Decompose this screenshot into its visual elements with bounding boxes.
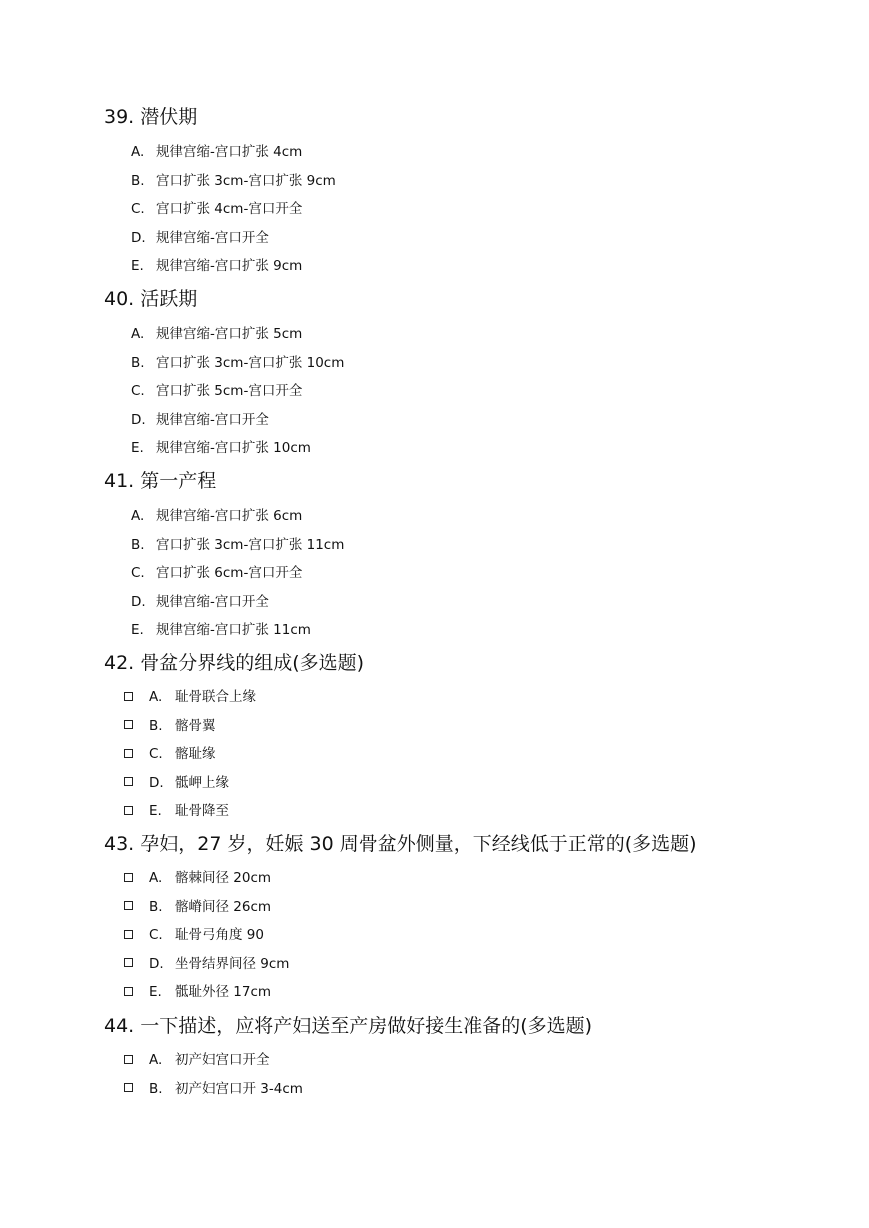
question-42 — [104, 651, 364, 826]
option-text: 宫口扩张 5cm-宫口开全 — [156, 383, 303, 399]
option-d[interactable] — [104, 950, 697, 979]
option-a[interactable] — [104, 138, 336, 167]
option-letter: D. — [149, 774, 164, 791]
option-a[interactable] — [104, 683, 364, 712]
option-c[interactable] — [104, 740, 364, 769]
checkbox-icon[interactable] — [124, 873, 133, 882]
option-e[interactable] — [104, 616, 344, 645]
question-number: 42. — [104, 652, 135, 674]
option-list — [104, 1046, 592, 1103]
checkbox-icon[interactable] — [124, 692, 133, 701]
question-title — [104, 105, 336, 129]
question-title — [104, 469, 344, 493]
option-letter: B. — [131, 536, 145, 553]
option-text: 规律宫缩-宫口开全 — [156, 593, 269, 610]
option-c[interactable] — [104, 559, 344, 588]
question-title — [104, 1014, 592, 1038]
option-list — [104, 502, 344, 645]
option-text: 坐骨结界间径 9cm — [175, 955, 290, 972]
option-text: 耻骨降至 — [175, 803, 229, 819]
option-text: 规律宫缩-宫口扩张 11cm — [156, 622, 311, 638]
option-letter: B. — [149, 1080, 163, 1097]
option-text: 规律宫缩-宫口扩张 9cm — [156, 258, 303, 274]
option-letter: A. — [131, 144, 145, 160]
checkbox-icon[interactable] — [124, 901, 133, 910]
option-letter: D. — [131, 229, 146, 246]
option-letter: E. — [131, 440, 144, 456]
option-b[interactable] — [104, 167, 336, 196]
option-letter: B. — [131, 172, 145, 189]
option-list — [104, 138, 336, 281]
option-text: 规律宫缩-宫口扩张 4cm — [156, 144, 303, 160]
option-e[interactable] — [104, 252, 336, 281]
option-list — [104, 320, 344, 463]
question-number: 43. — [104, 833, 135, 855]
option-b[interactable] — [104, 531, 344, 560]
question-title — [104, 651, 364, 675]
option-text: 宫口扩张 3cm-宫口扩张 9cm — [156, 172, 336, 189]
option-text: 初产妇宫口开全 — [175, 1052, 270, 1068]
question-text: 第一产程 — [140, 470, 217, 492]
option-letter: C. — [149, 746, 163, 762]
question-41 — [104, 469, 344, 645]
question-number: 44. — [104, 1015, 135, 1037]
option-letter: B. — [149, 898, 163, 915]
question-text: 活跃期 — [140, 288, 198, 310]
option-letter: C. — [149, 927, 163, 943]
option-d[interactable] — [104, 588, 344, 617]
option-b[interactable] — [104, 712, 364, 741]
option-text: 初产妇宫口开 3-4cm — [175, 1080, 303, 1097]
option-letter: E. — [149, 803, 162, 819]
option-letter: B. — [149, 717, 163, 734]
option-text: 规律宫缩-宫口开全 — [156, 411, 269, 428]
checkbox-icon[interactable] — [124, 958, 133, 967]
option-b[interactable] — [104, 1075, 592, 1104]
option-c[interactable] — [104, 195, 336, 224]
option-letter: A. — [131, 326, 145, 342]
option-a[interactable] — [104, 320, 344, 349]
option-list — [104, 864, 697, 1007]
option-list — [104, 683, 364, 826]
option-a[interactable] — [104, 1046, 592, 1075]
option-a[interactable] — [104, 502, 344, 531]
option-text: 规律宫缩-宫口扩张 10cm — [156, 440, 311, 456]
question-title — [104, 832, 697, 856]
option-text: 规律宫缩-宫口扩张 5cm — [156, 326, 303, 342]
option-letter: A. — [149, 1052, 163, 1068]
option-letter: D. — [149, 955, 164, 972]
option-text: 髂嵴间径 26cm — [175, 898, 272, 915]
option-b[interactable] — [104, 893, 697, 922]
checkbox-icon[interactable] — [124, 1055, 133, 1064]
checkbox-icon[interactable] — [124, 806, 133, 815]
option-letter: D. — [131, 411, 146, 428]
option-text: 骶耻外径 17cm — [175, 984, 272, 1000]
option-text: 规律宫缩-宫口开全 — [156, 229, 269, 246]
option-e[interactable] — [104, 978, 697, 1007]
question-text: 骨盆分界线的组成(多选题) — [140, 652, 365, 674]
option-a[interactable] — [104, 864, 697, 893]
option-d[interactable] — [104, 769, 364, 798]
option-letter: C. — [131, 383, 145, 399]
question-number: 39. — [104, 106, 135, 128]
option-letter: E. — [149, 984, 162, 1000]
option-letter: A. — [149, 870, 163, 886]
option-letter: C. — [131, 565, 145, 581]
option-letter: B. — [131, 354, 145, 371]
option-letter: D. — [131, 593, 146, 610]
option-text: 耻骨弓角度 90 — [175, 927, 264, 943]
question-title — [104, 287, 344, 311]
question-44 — [104, 1014, 592, 1103]
option-c[interactable] — [104, 377, 344, 406]
checkbox-icon[interactable] — [124, 749, 133, 758]
option-text: 耻骨联合上缘 — [175, 689, 256, 705]
question-number: 41. — [104, 470, 135, 492]
checkbox-icon[interactable] — [124, 987, 133, 996]
question-43 — [104, 832, 697, 1007]
question-40 — [104, 287, 344, 463]
option-b[interactable] — [104, 349, 344, 378]
option-text: 宫口扩张 3cm-宫口扩张 11cm — [156, 536, 345, 553]
option-text: 宫口扩张 4cm-宫口开全 — [156, 201, 303, 217]
question-number: 40. — [104, 288, 135, 310]
question-text: 潜伏期 — [140, 106, 198, 128]
option-e[interactable] — [104, 434, 344, 463]
option-d[interactable] — [104, 406, 344, 435]
option-letter: C. — [131, 201, 145, 217]
option-text: 规律宫缩-宫口扩张 6cm — [156, 508, 303, 524]
option-text: 髂骨翼 — [175, 717, 216, 734]
option-e[interactable] — [104, 797, 364, 826]
option-letter: A. — [149, 689, 163, 705]
checkbox-icon[interactable] — [124, 720, 133, 729]
question-text: 孕妇，27 岁，妊娠 30 周骨盆外侧量，下经线低于正常的(多选题) — [140, 833, 697, 855]
checkbox-icon[interactable] — [124, 1083, 133, 1092]
checkbox-icon[interactable] — [124, 930, 133, 939]
option-text: 骶岬上缘 — [175, 774, 229, 791]
option-text: 髂耻缘 — [175, 746, 216, 762]
option-letter: A. — [131, 508, 145, 524]
option-letter: E. — [131, 622, 144, 638]
option-d[interactable] — [104, 224, 336, 253]
option-c[interactable] — [104, 921, 697, 950]
option-text: 髂棘间径 20cm — [175, 870, 272, 886]
question-39 — [104, 105, 336, 281]
option-text: 宫口扩张 3cm-宫口扩张 10cm — [156, 354, 345, 371]
checkbox-icon[interactable] — [124, 777, 133, 786]
question-text: 一下描述，应将产妇送至产房做好接生准备的(多选题) — [140, 1015, 593, 1037]
option-letter: E. — [131, 258, 144, 274]
option-text: 宫口扩张 6cm-宫口开全 — [156, 565, 303, 581]
